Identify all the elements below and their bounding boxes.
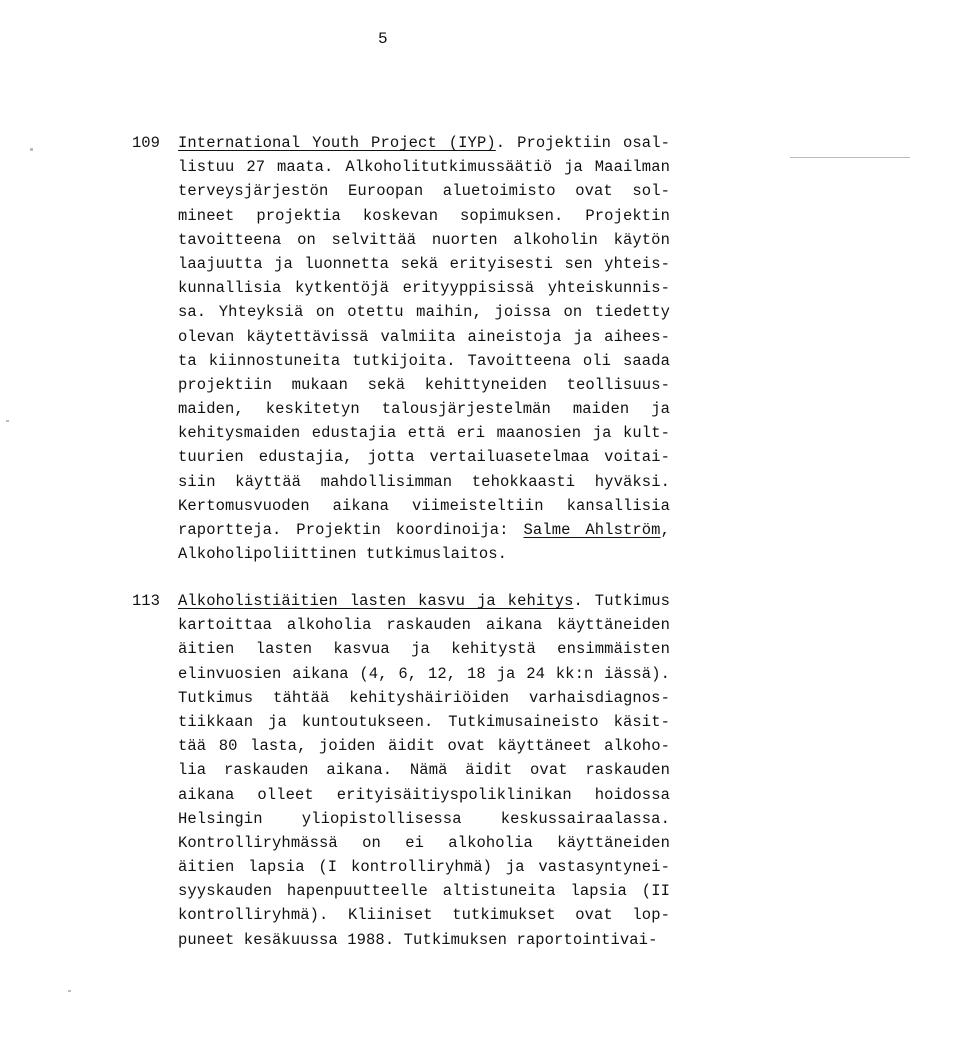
text-segment: kehitysmaiden edustajia että eri maanosien ja kult-: [178, 424, 670, 443]
text-line: [178, 831, 670, 855]
text-segment: kartoittaa alkoholia raskauden aikana käyttäneiden: [178, 616, 670, 635]
text-segment: ,: [660, 521, 670, 539]
entry-number: 109: [132, 134, 160, 152]
text-line: [178, 155, 670, 179]
text-line: [178, 494, 670, 518]
text-segment: tuurien edustajia, jotta vertailuasetelmaa voitai-: [178, 448, 670, 467]
underlined-text: Salme Ahlström: [523, 521, 661, 539]
text-segment: projektiin mukaan sekä kehittyneiden teollisuus-: [178, 375, 670, 394]
text-segment: olevan käytettävissä valmiita aineistoja ja aihees-: [178, 327, 670, 346]
text-line: [178, 445, 670, 469]
scan-mark: [68, 990, 71, 992]
text-line: [178, 470, 670, 494]
text-line: [178, 879, 670, 903]
text-segment: raportteja. Projektin koordinoija:: [178, 521, 524, 539]
underlined-text: Alkoholistiäitien lasten kasvu ja kehitys: [178, 592, 574, 610]
text-line: [178, 903, 670, 927]
text-segment: sa. Yhteyksiä on otettu maihin, joissa on tiedetty: [178, 303, 670, 322]
text-segment: kontrolliryhmä). Kliiniset tutkimukset ovat lop-: [178, 906, 670, 925]
text-segment: tavoitteena on selvittää nuorten alkoholin käytön: [178, 230, 670, 249]
text-segment: syyskauden hapenpuutteelle altistuneita lapsia (II: [178, 882, 670, 901]
text-line: [178, 421, 670, 445]
text-line: [178, 325, 670, 349]
text-segment: siin käyttää mahdollisimman tehokkaasti hyväksi.: [178, 472, 670, 491]
text-segment: äitien lapsia (I kontrolliryhmä) ja vastasyntynei-: [178, 858, 670, 877]
text-line: [178, 662, 670, 686]
text-segment: Tutkimus tähtää kehityshäiriöiden varhaisdiagnos-: [178, 688, 670, 707]
text-segment: . Projektiin osal-: [495, 134, 670, 152]
page-number: 5: [378, 30, 388, 48]
text-line: [178, 349, 670, 373]
text-line: [178, 373, 670, 397]
text-segment: aikana olleet erityisäitiyspoliklinikan hoidossa: [178, 785, 670, 804]
text-segment: terveysjärjestön Euroopan aluetoimisto ovat sol-: [178, 182, 670, 201]
text-segment: äitien lasten kasvua ja kehitystä ensimmäisten: [178, 640, 670, 659]
scan-mark: [790, 157, 910, 158]
text-segment: Alkoholipoliittinen tutkimuslaitos.: [178, 545, 508, 564]
entry-body: [178, 589, 670, 952]
text-line: [178, 807, 670, 831]
text-segment: . Tutkimus: [573, 592, 671, 610]
text-line: [178, 928, 670, 952]
entry-number: 113: [132, 592, 160, 610]
text-line: [178, 589, 670, 613]
text-line: [178, 637, 670, 661]
text-segment: Kontrolliryhmässä on ei alkoholia käyttäneiden: [178, 833, 670, 852]
text-line: [178, 783, 670, 807]
text-segment: laajuutta ja luonnetta sekä erityisesti sen yhteis-: [178, 254, 670, 273]
text-line: [178, 131, 670, 155]
text-line: [178, 710, 670, 734]
text-segment: kunnallisia kytkentöjä erityyppisissä yhteiskunnis-: [178, 279, 670, 298]
text-segment: mineet projektia koskevan sopimuksen. Projektin: [178, 206, 670, 225]
text-line: [178, 758, 670, 782]
text-segment: listuu 27 maata. Alkoholitutkimussäätiö ja Maailman: [178, 158, 670, 177]
underlined-text: International Youth Project (IYP): [178, 134, 496, 152]
text-segment: tää 80 lasta, joiden äidit ovat käyttäneet alkoho-: [178, 737, 670, 756]
text-segment: elinvuosien aikana (4, 6, 12, 18 ja 24 kk:n iässä).: [178, 664, 670, 683]
text-segment: tiikkaan ja kuntoutukseen. Tutkimusaineisto käsit-: [178, 712, 670, 731]
scan-mark: [6, 420, 9, 422]
text-line: [178, 855, 670, 879]
text-line: [178, 179, 670, 203]
text-line: [178, 276, 670, 300]
text-segment: lia raskauden aikana. Nämä äidit ovat raskauden: [178, 761, 670, 780]
text-segment: maiden, keskitetyn talousjärjestelmän maiden ja: [178, 400, 670, 419]
text-line: [178, 397, 670, 421]
text-segment: Kertomusvuoden aikana viimeisteltiin kansallisia: [178, 496, 670, 515]
text-line: [178, 734, 670, 758]
text-segment: ta kiinnostuneita tutkijoita. Tavoitteena oli saada: [178, 351, 670, 370]
text-line: [178, 252, 670, 276]
text-line: [178, 518, 670, 542]
text-segment: Helsingin yliopistollisessa keskussairaalassa.: [178, 809, 670, 828]
text-line: [178, 542, 670, 566]
text-line: [178, 686, 670, 710]
text-line: [178, 613, 670, 637]
text-line: [178, 204, 670, 228]
scan-mark: [30, 148, 33, 151]
entry-body: [178, 131, 670, 566]
text-line: [178, 300, 670, 324]
text-line: [178, 228, 670, 252]
text-segment: puneet kesäkuussa 1988. Tutkimuksen raportointivai-: [178, 930, 658, 949]
